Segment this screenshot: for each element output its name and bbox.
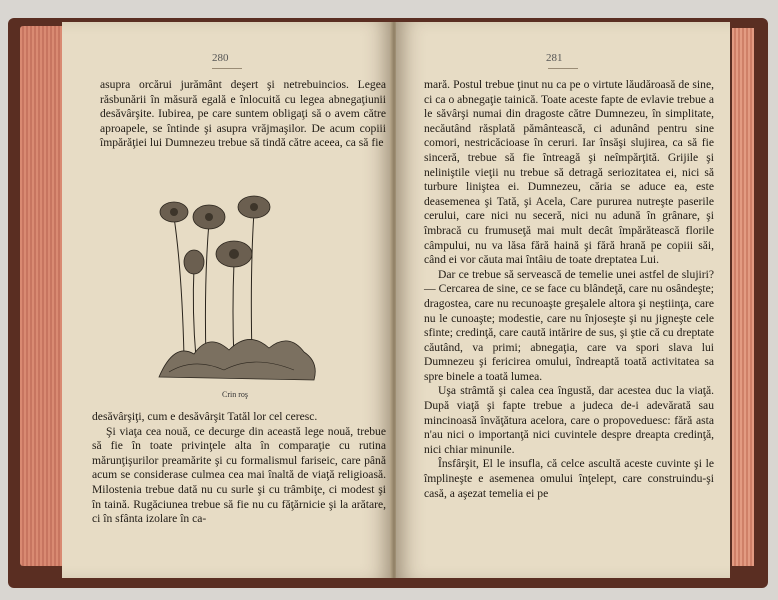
right-page [396, 22, 730, 578]
right-paragraph-3: Uşa strâmtă şi calea cea îngustă, dar acestea duc la viaţă. După viaţă şi fapte trebue a judeca de-i adevărată sau mincinoasă învăţătura acelora, care o propoveduesc: fără asta n'au nici o importanţă nici cuvintele despre dreapta credinţă, nici chiar minunile. [424, 384, 714, 456]
left-text-top [100, 78, 386, 151]
page-edges-left [20, 26, 68, 566]
flower-illustration [154, 182, 324, 387]
page-edges-right [732, 28, 754, 566]
right-paragraph-2: Dar ce trebue să servească de temelie unei astfel de slujiri? — Cercarea de sine, ce se face cu blândeţă, care nu osândeşte; dragostea, care nu recunoaşte greşalele altora şi neştiinţa, care nu le cunoaşte; modestie, care nu înjoseşte şi nu jigneşte cele sfinte; credinţă, care caută intărire de sus, şi ştie că cu dreptate căutând, va primi; abnegaţia, care va spori slava lui Dumnezeu şi fericirea omului, îndreaptă toată activitatea sa spre binele a toată lumea. [424, 267, 714, 383]
page-number-right: 281 [546, 52, 563, 64]
right-text [424, 78, 714, 501]
header-rule-right [548, 68, 578, 69]
left-text-bottom [92, 410, 386, 527]
left-paragraph-1: asupra orcărui jurământ deşert şi netrebuincios. Legea răsbunării în măsură egală e înlocuită cu legea abnegaţiunii desăvârşite. Iubirea, pe care suntem obligaţi să o avem către aproapele, se întinde şi asupra vrăjmaşilor. De acum copiii împărăţiei lui Dumnezeu trebue să tindă către aceea, ca să fie [100, 78, 386, 150]
right-paragraph-1: mară. Postul trebue ţinut nu ca pe o virtute lăudăroasă de sine, ci ca o abnegaţie tainică. Toate aceste fapte de evlavie trebue a le săvârşi numai din dragoste către Dumnezeu, în simplitate, necăutând răsplată pământească, ci adunând pentru sine comori, nestricăcioase în ceruri. Iar însăşi slujirea, ca să fie sinceră, trebue să fie întreagă şi neîmpărţită. Grijile şi neliniştile vieţii nu trebue să detragă seriozitatea ei, nici să turbure liniştea ei. Dumnezeu, căria se aduce ea, este deasemenea şi Tată, şi Acela, Care pururea nutreşte paserile cerului, care nici nu seceră, nici nu adună în grânare, şi îmbracă cu frumuseţă mai mult decât împărătească florile câmpului, nu va lăsa fără haină şi fără hrană pe copiii săi, când ei vor căuta mai întâiu de toate dreptatea Lui. [424, 78, 714, 267]
page-number-left: 280 [212, 52, 229, 64]
header-rule-left [212, 68, 242, 69]
left-page [62, 22, 392, 578]
illustration-caption: Crin roş [222, 390, 248, 399]
left-paragraph-3: Şi viaţa cea nouă, ce decurge din această lege nouă, trebue să fie în toate privinţele alta în comparaţie cu rutina mărunţişurilor preamărite şi cu formalismul fariseic, care până acum se considerase culmea cea mai înaltă de viaţă religioasă. Milostenia trebue dată nu cu surle şi cu trâmbiţe, ci modest şi în taină. Rugăciunea trebue să fie nu cu făţărnicie şi la arătare, ci în sfânta izolare în ca- [92, 424, 386, 526]
left-paragraph-2: desăvârşiţi, cum e desăvârşit Tatăl lor cel ceresc. [92, 410, 318, 423]
right-paragraph-4: Însfârşit, El le insufla, că celce ascultă aceste cuvinte şi le împlineşte e asemenea omului înţelept, care construindu-şi casă, a aşezat temelia ei pe [424, 457, 714, 500]
